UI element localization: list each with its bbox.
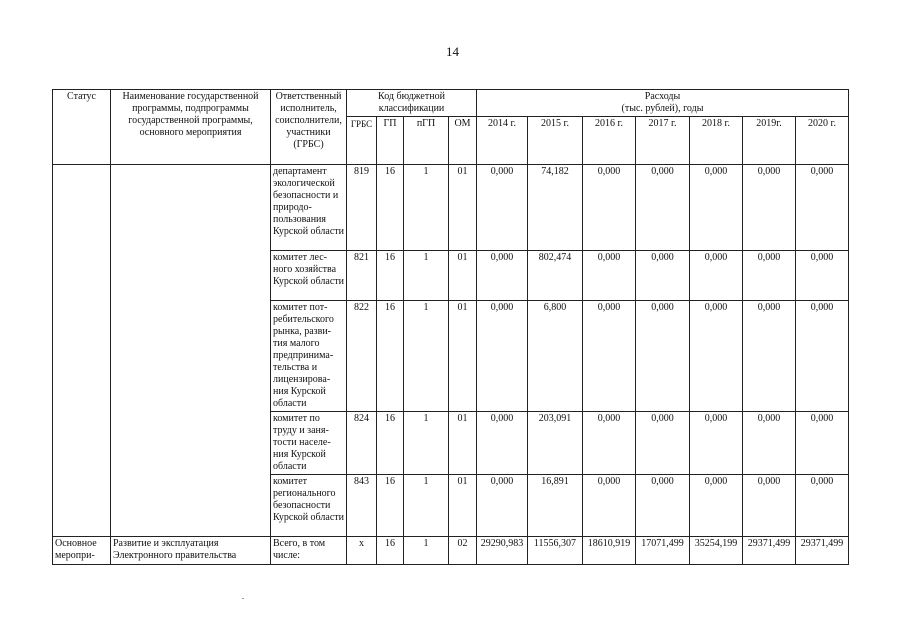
header-code-pgp: пГП <box>404 117 449 165</box>
om-cell: 02 <box>449 537 477 565</box>
header-code-grbs: ГРБС <box>347 117 377 165</box>
table-row <box>53 165 849 251</box>
value-2015: 74,182 <box>528 165 583 251</box>
value-2018: 0,000 <box>690 301 743 412</box>
header-name: Наименование государственной программы, подпрограммы государственной программы, основного мероприятия <box>111 90 271 165</box>
value-2016: 0,000 <box>583 475 636 537</box>
value-2020: 0,000 <box>796 412 849 475</box>
value-2019: 29371,499 <box>743 537 796 565</box>
value-2014: 0,000 <box>477 251 528 301</box>
header-budget-code: Код бюджетной классификации <box>347 90 477 117</box>
pgp-cell: 1 <box>404 475 449 537</box>
name-cell: Развитие и эксплуатация Электронного правительства <box>111 537 271 565</box>
pgp-cell: 1 <box>404 412 449 475</box>
executor-cell: комитет по труду и заня-тости населе-ния Курской области <box>271 412 347 475</box>
value-2015: 6,800 <box>528 301 583 412</box>
value-2020: 0,000 <box>796 475 849 537</box>
header-year-2014: 2014 г. <box>477 117 528 165</box>
value-2017: 0,000 <box>636 475 690 537</box>
value-2018: 0,000 <box>690 475 743 537</box>
om-cell: 01 <box>449 251 477 301</box>
header-year-2018: 2018 г. <box>690 117 743 165</box>
value-2016: 18610,919 <box>583 537 636 565</box>
value-2020: 29371,499 <box>796 537 849 565</box>
om-cell: 01 <box>449 412 477 475</box>
value-2019: 0,000 <box>743 475 796 537</box>
value-2014: 0,000 <box>477 301 528 412</box>
grbs-cell: 843 <box>347 475 377 537</box>
value-2014: 29290,983 <box>477 537 528 565</box>
pgp-cell: 1 <box>404 301 449 412</box>
value-2015: 802,474 <box>528 251 583 301</box>
executor-cell: комитет лес-ного хозяйства Курской области <box>271 251 347 301</box>
status-cell: Основное меропри- <box>53 537 111 565</box>
value-2014: 0,000 <box>477 475 528 537</box>
gp-cell: 16 <box>377 165 404 251</box>
header-code-gp: ГП <box>377 117 404 165</box>
value-2020: 0,000 <box>796 165 849 251</box>
grbs-cell: 824 <box>347 412 377 475</box>
value-2018: 0,000 <box>690 165 743 251</box>
grbs-cell: 822 <box>347 301 377 412</box>
name-cell <box>111 165 271 537</box>
status-cell <box>53 165 111 537</box>
gp-cell: 16 <box>377 475 404 537</box>
gp-cell: 16 <box>377 537 404 565</box>
value-2014: 0,000 <box>477 165 528 251</box>
executor-cell: департамент экологической безопасности и природо-пользования Курской области <box>271 165 347 251</box>
value-2020: 0,000 <box>796 251 849 301</box>
value-2019: 0,000 <box>743 301 796 412</box>
budget-table <box>52 89 849 565</box>
gp-cell: 16 <box>377 301 404 412</box>
gp-cell: 16 <box>377 251 404 301</box>
value-2016: 0,000 <box>583 251 636 301</box>
value-2014: 0,000 <box>477 412 528 475</box>
scan-mark <box>242 598 244 599</box>
value-2017: 17071,499 <box>636 537 690 565</box>
value-2017: 0,000 <box>636 412 690 475</box>
value-2020: 0,000 <box>796 301 849 412</box>
value-2016: 0,000 <box>583 301 636 412</box>
header-year-2017: 2017 г. <box>636 117 690 165</box>
grbs-cell: х <box>347 537 377 565</box>
grbs-cell: 819 <box>347 165 377 251</box>
value-2017: 0,000 <box>636 165 690 251</box>
executor-cell: комитет пот-ребительского рынка, разви-тия малого предпринима-тельства и лицензирова-ния Курской области <box>271 301 347 412</box>
value-2016: 0,000 <box>583 412 636 475</box>
header-year-2015: 2015 г. <box>528 117 583 165</box>
page-number: 14 <box>446 44 459 59</box>
header-year-2020: 2020 г. <box>796 117 849 165</box>
header-year-2019: 2019г. <box>743 117 796 165</box>
value-2017: 0,000 <box>636 251 690 301</box>
pgp-cell: 1 <box>404 537 449 565</box>
header-expenses-title: Расходы <box>644 91 681 102</box>
value-2017: 0,000 <box>636 301 690 412</box>
gp-cell: 16 <box>377 412 404 475</box>
om-cell: 01 <box>449 165 477 251</box>
executor-cell: Всего, в том числе: <box>271 537 347 565</box>
table-row-main-event <box>53 537 849 565</box>
executor-cell: комитет регионального безопасности Курской области <box>271 475 347 537</box>
header-status: Статус <box>53 90 111 165</box>
om-cell: 01 <box>449 475 477 537</box>
value-2018: 0,000 <box>690 412 743 475</box>
header-year-2016: 2016 г. <box>583 117 636 165</box>
grbs-cell: 821 <box>347 251 377 301</box>
value-2018: 35254,199 <box>690 537 743 565</box>
value-2019: 0,000 <box>743 251 796 301</box>
header-expenses-units: (тыс. рублей), годы <box>621 103 704 114</box>
value-2016: 0,000 <box>583 165 636 251</box>
value-2015: 16,891 <box>528 475 583 537</box>
om-cell: 01 <box>449 301 477 412</box>
value-2018: 0,000 <box>690 251 743 301</box>
value-2019: 0,000 <box>743 165 796 251</box>
value-2019: 0,000 <box>743 412 796 475</box>
header-expenses <box>477 90 849 117</box>
header-code-om: ОМ <box>449 117 477 165</box>
value-2015: 11556,307 <box>528 537 583 565</box>
value-2015: 203,091 <box>528 412 583 475</box>
pgp-cell: 1 <box>404 165 449 251</box>
header-executor: Ответственный исполнитель, соисполнители, участники (ГРБС) <box>271 90 347 165</box>
pgp-cell: 1 <box>404 251 449 301</box>
